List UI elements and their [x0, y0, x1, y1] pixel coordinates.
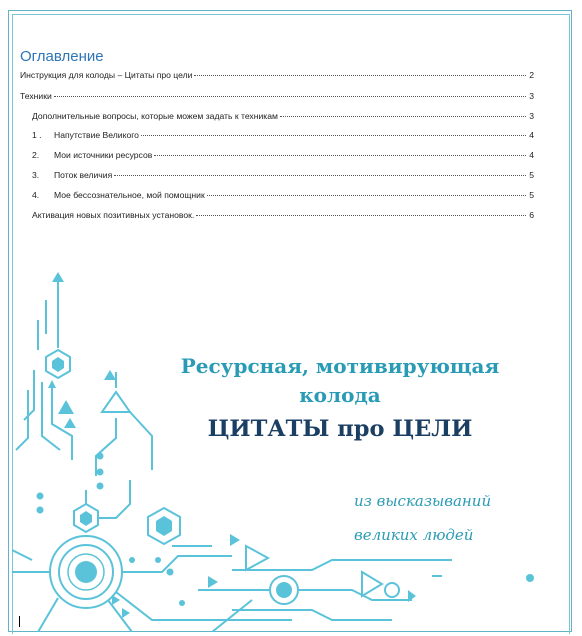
cover-title-line3: ЦИТАТЫ про ЦЕЛИ	[207, 416, 473, 442]
toc-leader-dots	[114, 175, 526, 176]
toc-leader-dots	[194, 75, 526, 76]
toc-entry[interactable]	[20, 91, 534, 101]
toc-page-number: 6	[529, 210, 534, 220]
circuit-decoration	[12, 260, 572, 632]
toc-heading: Оглавление	[20, 48, 104, 65]
toc-entry-label: Техники	[20, 91, 52, 101]
toc-leader-dots	[154, 155, 526, 156]
toc-page-number: 3	[529, 111, 534, 121]
toc-entry-label: Поток величия	[54, 170, 113, 180]
toc-page-number: 3	[529, 91, 534, 101]
toc-entry-label: Инструкция для колоды – Цитаты про цели	[20, 70, 193, 80]
toc-entry-label: Напутствие Великого	[54, 130, 139, 140]
toc-entry-number: 1 .	[32, 130, 42, 140]
toc-leader-dots	[196, 215, 526, 216]
toc-entry-number: 4.	[32, 190, 40, 200]
toc-entry[interactable]	[32, 170, 534, 180]
toc-entry-label: Активация новых позитивных установок.	[32, 210, 195, 220]
cover-subtitle-line2: великих людей	[354, 526, 474, 544]
toc-page-number: 5	[529, 170, 534, 180]
toc-entry-label: Мое бессознательное, мой помощник	[54, 190, 205, 200]
toc-entry[interactable]	[32, 210, 534, 220]
toc-entry-number: 3.	[32, 170, 40, 180]
text-cursor	[19, 616, 20, 627]
toc-entry[interactable]	[32, 111, 534, 121]
toc-entry[interactable]	[32, 130, 534, 140]
toc-entry-label: Мои источники ресурсов	[54, 150, 153, 160]
toc-page-number: 4	[529, 150, 534, 160]
cover-title-line1: Ресурсная, мотивирующая	[180, 354, 500, 378]
toc-leader-dots	[207, 195, 526, 196]
cover-title	[150, 352, 530, 446]
toc-page-number: 5	[529, 190, 534, 200]
toc-entry-label: Дополнительные вопросы, которые можем задать к техникам	[32, 111, 278, 121]
cover-subtitle-line1: из высказываний	[354, 492, 492, 510]
toc-leader-dots	[54, 96, 526, 97]
toc-entry[interactable]	[32, 150, 534, 160]
toc-entry-number: 2.	[32, 150, 40, 160]
cover-title-line2: колода	[299, 383, 381, 407]
toc-page-number: 4	[529, 130, 534, 140]
toc-entry[interactable]	[20, 70, 534, 80]
toc-entry[interactable]	[32, 190, 534, 200]
toc-leader-dots	[141, 135, 526, 136]
toc-leader-dots	[280, 116, 526, 117]
toc-page-number: 2	[529, 70, 534, 80]
